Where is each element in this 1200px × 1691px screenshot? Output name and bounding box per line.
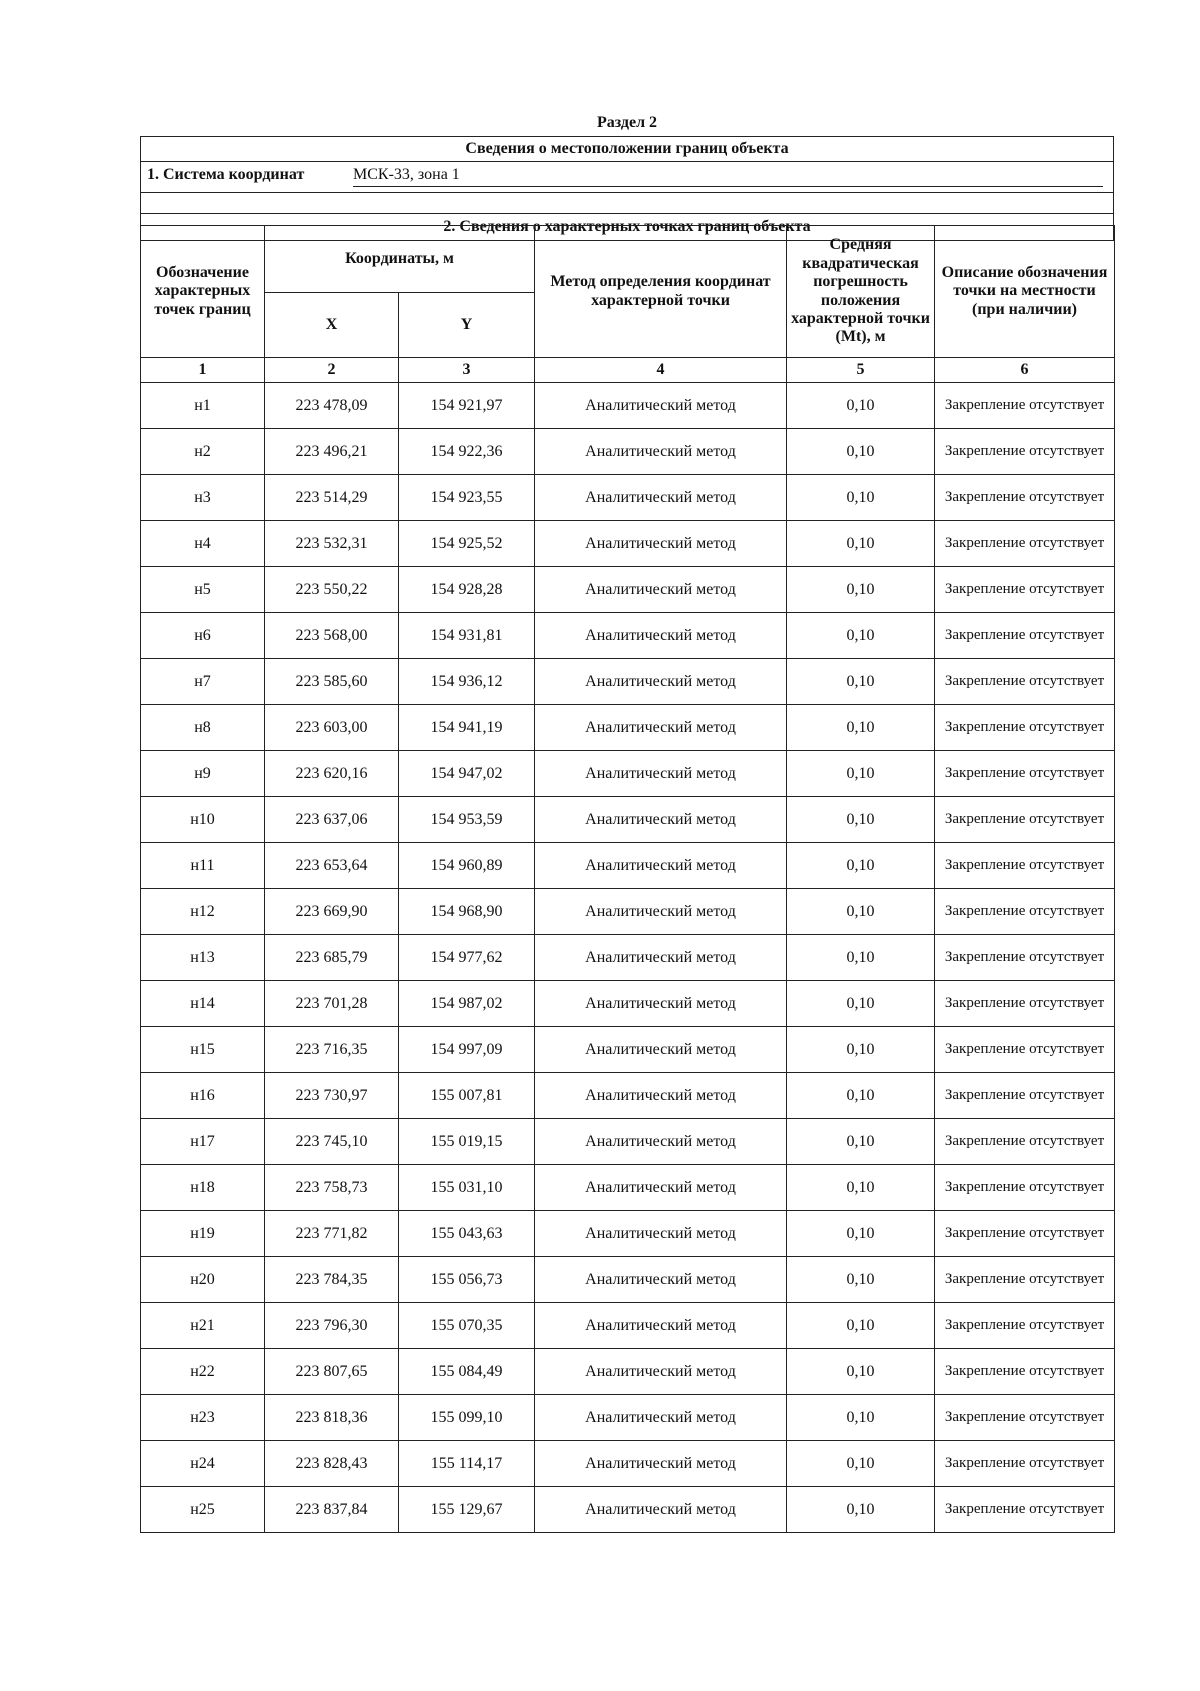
point-description: Закрепление отсутствует xyxy=(935,1211,1115,1257)
point-x: 223 550,22 xyxy=(265,567,399,613)
point-error: 0,10 xyxy=(787,613,935,659)
point-y: 154 947,02 xyxy=(399,751,535,797)
point-description: Закрепление отсутствует xyxy=(935,889,1115,935)
table-row xyxy=(141,935,1115,981)
point-error: 0,10 xyxy=(787,1119,935,1165)
point-y: 155 043,63 xyxy=(399,1211,535,1257)
table-row xyxy=(141,1257,1115,1303)
point-name: н13 xyxy=(141,935,265,981)
header-y: Y xyxy=(399,293,535,358)
point-description: Закрепление отсутствует xyxy=(935,521,1115,567)
point-name: н10 xyxy=(141,797,265,843)
point-error: 0,10 xyxy=(787,567,935,613)
point-name: н6 xyxy=(141,613,265,659)
point-x: 223 758,73 xyxy=(265,1165,399,1211)
point-error: 0,10 xyxy=(787,1349,935,1395)
point-method: Аналитический метод xyxy=(535,889,787,935)
point-y: 154 922,36 xyxy=(399,429,535,475)
point-name: н9 xyxy=(141,751,265,797)
point-y: 155 114,17 xyxy=(399,1441,535,1487)
points-table-body xyxy=(141,383,1115,1533)
column-number: 3 xyxy=(399,358,535,383)
table-row xyxy=(141,1119,1115,1165)
point-name: н23 xyxy=(141,1395,265,1441)
point-error: 0,10 xyxy=(787,705,935,751)
point-error: 0,10 xyxy=(787,1395,935,1441)
point-x: 223 603,00 xyxy=(265,705,399,751)
point-y: 154 925,52 xyxy=(399,521,535,567)
table-row xyxy=(141,1027,1115,1073)
point-x: 223 585,60 xyxy=(265,659,399,705)
point-y: 154 923,55 xyxy=(399,475,535,521)
point-x: 223 653,64 xyxy=(265,843,399,889)
point-description: Закрепление отсутствует xyxy=(935,1027,1115,1073)
point-name: н25 xyxy=(141,1487,265,1533)
point-x: 223 496,21 xyxy=(265,429,399,475)
point-description: Закрепление отсутствует xyxy=(935,1165,1115,1211)
point-name: н4 xyxy=(141,521,265,567)
point-name: н24 xyxy=(141,1441,265,1487)
point-y: 155 056,73 xyxy=(399,1257,535,1303)
point-method: Аналитический метод xyxy=(535,567,787,613)
point-x: 223 514,29 xyxy=(265,475,399,521)
point-name: н20 xyxy=(141,1257,265,1303)
point-y: 155 099,10 xyxy=(399,1395,535,1441)
point-error: 0,10 xyxy=(787,1165,935,1211)
point-x: 223 807,65 xyxy=(265,1349,399,1395)
point-x: 223 685,79 xyxy=(265,935,399,981)
point-description: Закрепление отсутствует xyxy=(935,843,1115,889)
point-description: Закрепление отсутствует xyxy=(935,429,1115,475)
table-row xyxy=(141,1303,1115,1349)
point-y: 154 941,19 xyxy=(399,705,535,751)
point-y: 154 928,28 xyxy=(399,567,535,613)
point-name: н14 xyxy=(141,981,265,1027)
section-title: Раздел 2 xyxy=(596,114,658,131)
point-name: н3 xyxy=(141,475,265,521)
point-method: Аналитический метод xyxy=(535,1073,787,1119)
table-row xyxy=(141,613,1115,659)
point-error: 0,10 xyxy=(787,751,935,797)
point-error: 0,10 xyxy=(787,429,935,475)
point-name: н17 xyxy=(141,1119,265,1165)
column-number: 2 xyxy=(265,358,399,383)
point-y: 154 997,09 xyxy=(399,1027,535,1073)
point-description: Закрепление отсутствует xyxy=(935,1349,1115,1395)
point-x: 223 669,90 xyxy=(265,889,399,935)
point-method: Аналитический метод xyxy=(535,383,787,429)
point-description: Закрепление отсутствует xyxy=(935,1441,1115,1487)
point-description: Закрепление отсутствует xyxy=(935,475,1115,521)
point-y: 155 084,49 xyxy=(399,1349,535,1395)
point-x: 223 796,30 xyxy=(265,1303,399,1349)
table-row xyxy=(141,567,1115,613)
point-error: 0,10 xyxy=(787,889,935,935)
point-description: Закрепление отсутствует xyxy=(935,1257,1115,1303)
point-x: 223 784,35 xyxy=(265,1257,399,1303)
column-number: 4 xyxy=(535,358,787,383)
table-row xyxy=(141,1211,1115,1257)
point-y: 154 931,81 xyxy=(399,613,535,659)
column-number: 1 xyxy=(141,358,265,383)
location-title: Сведения о местоположении границ объекта xyxy=(141,137,1113,162)
point-x: 223 837,84 xyxy=(265,1487,399,1533)
point-method: Аналитический метод xyxy=(535,1441,787,1487)
table-row xyxy=(141,843,1115,889)
coord-system-underline xyxy=(353,186,1103,187)
point-y: 155 129,67 xyxy=(399,1487,535,1533)
point-name: н21 xyxy=(141,1303,265,1349)
point-name: н11 xyxy=(141,843,265,889)
header-description: Описание обозначения точки на местности (при наличии) xyxy=(935,226,1115,358)
point-x: 223 637,06 xyxy=(265,797,399,843)
point-x: 223 828,43 xyxy=(265,1441,399,1487)
table-row xyxy=(141,981,1115,1027)
point-error: 0,10 xyxy=(787,1487,935,1533)
point-x: 223 701,28 xyxy=(265,981,399,1027)
column-number: 5 xyxy=(787,358,935,383)
point-name: н15 xyxy=(141,1027,265,1073)
point-description: Закрепление отсутствует xyxy=(935,981,1115,1027)
table-row xyxy=(141,383,1115,429)
table-row xyxy=(141,889,1115,935)
point-method: Аналитический метод xyxy=(535,797,787,843)
point-error: 0,10 xyxy=(787,1303,935,1349)
point-name: н22 xyxy=(141,1349,265,1395)
point-y: 154 921,97 xyxy=(399,383,535,429)
point-name: н1 xyxy=(141,383,265,429)
point-description: Закрепление отсутствует xyxy=(935,705,1115,751)
header-designation: Обозначение характерных точек границ xyxy=(141,226,265,358)
column-number: 6 xyxy=(935,358,1115,383)
point-description: Закрепление отсутствует xyxy=(935,751,1115,797)
spacer-row xyxy=(141,193,1113,214)
table-row xyxy=(141,705,1115,751)
point-x: 223 745,10 xyxy=(265,1119,399,1165)
point-error: 0,10 xyxy=(787,1257,935,1303)
point-y: 155 007,81 xyxy=(399,1073,535,1119)
point-y: 154 977,62 xyxy=(399,935,535,981)
point-error: 0,10 xyxy=(787,935,935,981)
table-row xyxy=(141,751,1115,797)
point-description: Закрепление отсутствует xyxy=(935,1395,1115,1441)
point-method: Аналитический метод xyxy=(535,1027,787,1073)
coord-system-row xyxy=(141,162,1113,193)
point-description: Закрепление отсутствует xyxy=(935,659,1115,705)
point-method: Аналитический метод xyxy=(535,981,787,1027)
point-method: Аналитический метод xyxy=(535,1257,787,1303)
point-method: Аналитический метод xyxy=(535,1487,787,1533)
point-error: 0,10 xyxy=(787,981,935,1027)
table-row xyxy=(141,1441,1115,1487)
table-row xyxy=(141,521,1115,567)
point-error: 0,10 xyxy=(787,1027,935,1073)
column-numbers-row xyxy=(141,358,1115,383)
point-name: н16 xyxy=(141,1073,265,1119)
table-row xyxy=(141,1165,1115,1211)
point-x: 223 568,00 xyxy=(265,613,399,659)
point-x: 223 620,16 xyxy=(265,751,399,797)
point-method: Аналитический метод xyxy=(535,521,787,567)
point-x: 223 532,31 xyxy=(265,521,399,567)
point-method: Аналитический метод xyxy=(535,935,787,981)
point-y: 154 953,59 xyxy=(399,797,535,843)
point-description: Закрепление отсутствует xyxy=(935,613,1115,659)
point-y: 154 968,90 xyxy=(399,889,535,935)
point-name: н12 xyxy=(141,889,265,935)
point-y: 154 936,12 xyxy=(399,659,535,705)
points-title: 2. Сведения о характерных точках границ объекта xyxy=(443,218,811,235)
point-x: 223 716,35 xyxy=(265,1027,399,1073)
point-description: Закрепление отсутствует xyxy=(935,1303,1115,1349)
point-x: 223 730,97 xyxy=(265,1073,399,1119)
point-description: Закрепление отсутствует xyxy=(935,1073,1115,1119)
table-row xyxy=(141,475,1115,521)
header-error: Средняя квадратическая погрешность положения характерной точки (Mt), м xyxy=(787,226,935,358)
point-description: Закрепление отсутствует xyxy=(935,1487,1115,1533)
point-error: 0,10 xyxy=(787,1073,935,1119)
header-method: Метод определения координат характерной точки xyxy=(535,226,787,358)
point-method: Аналитический метод xyxy=(535,843,787,889)
point-name: н19 xyxy=(141,1211,265,1257)
point-name: н18 xyxy=(141,1165,265,1211)
point-description: Закрепление отсутствует xyxy=(935,567,1115,613)
point-method: Аналитический метод xyxy=(535,1165,787,1211)
point-error: 0,10 xyxy=(787,475,935,521)
point-method: Аналитический метод xyxy=(535,1395,787,1441)
point-method: Аналитический метод xyxy=(535,1119,787,1165)
coord-system-value: МСК-33, зона 1 xyxy=(353,166,460,183)
point-error: 0,10 xyxy=(787,521,935,567)
point-error: 0,10 xyxy=(787,659,935,705)
points-table xyxy=(140,225,1115,1533)
point-description: Закрепление отсутствует xyxy=(935,1119,1115,1165)
table-row xyxy=(141,429,1115,475)
point-error: 0,10 xyxy=(787,383,935,429)
point-method: Аналитический метод xyxy=(535,475,787,521)
point-y: 155 019,15 xyxy=(399,1119,535,1165)
point-x: 223 771,82 xyxy=(265,1211,399,1257)
table-row xyxy=(141,659,1115,705)
point-method: Аналитический метод xyxy=(535,659,787,705)
point-y: 154 960,89 xyxy=(399,843,535,889)
header-x: X xyxy=(265,293,399,358)
point-description: Закрепление отсутствует xyxy=(935,797,1115,843)
table-row xyxy=(141,1395,1115,1441)
point-y: 154 987,02 xyxy=(399,981,535,1027)
point-name: н2 xyxy=(141,429,265,475)
point-name: н5 xyxy=(141,567,265,613)
point-method: Аналитический метод xyxy=(535,613,787,659)
point-description: Закрепление отсутствует xyxy=(935,935,1115,981)
table-row xyxy=(141,1073,1115,1119)
point-method: Аналитический метод xyxy=(535,1211,787,1257)
point-name: н8 xyxy=(141,705,265,751)
header-coordinates: Координаты, м xyxy=(265,226,535,293)
point-description: Закрепление отсутствует xyxy=(935,383,1115,429)
table-row xyxy=(141,1487,1115,1533)
coord-system-label: 1. Система координат xyxy=(147,166,305,183)
point-error: 0,10 xyxy=(787,843,935,889)
point-name: н7 xyxy=(141,659,265,705)
point-error: 0,10 xyxy=(787,797,935,843)
point-method: Аналитический метод xyxy=(535,1349,787,1395)
point-error: 0,10 xyxy=(787,1211,935,1257)
point-x: 223 478,09 xyxy=(265,383,399,429)
point-y: 155 031,10 xyxy=(399,1165,535,1211)
point-method: Аналитический метод xyxy=(535,705,787,751)
point-error: 0,10 xyxy=(787,1441,935,1487)
point-y: 155 070,35 xyxy=(399,1303,535,1349)
point-x: 223 818,36 xyxy=(265,1395,399,1441)
table-row xyxy=(141,797,1115,843)
point-method: Аналитический метод xyxy=(535,751,787,797)
point-method: Аналитический метод xyxy=(535,429,787,475)
point-method: Аналитический метод xyxy=(535,1303,787,1349)
table-row xyxy=(141,1349,1115,1395)
